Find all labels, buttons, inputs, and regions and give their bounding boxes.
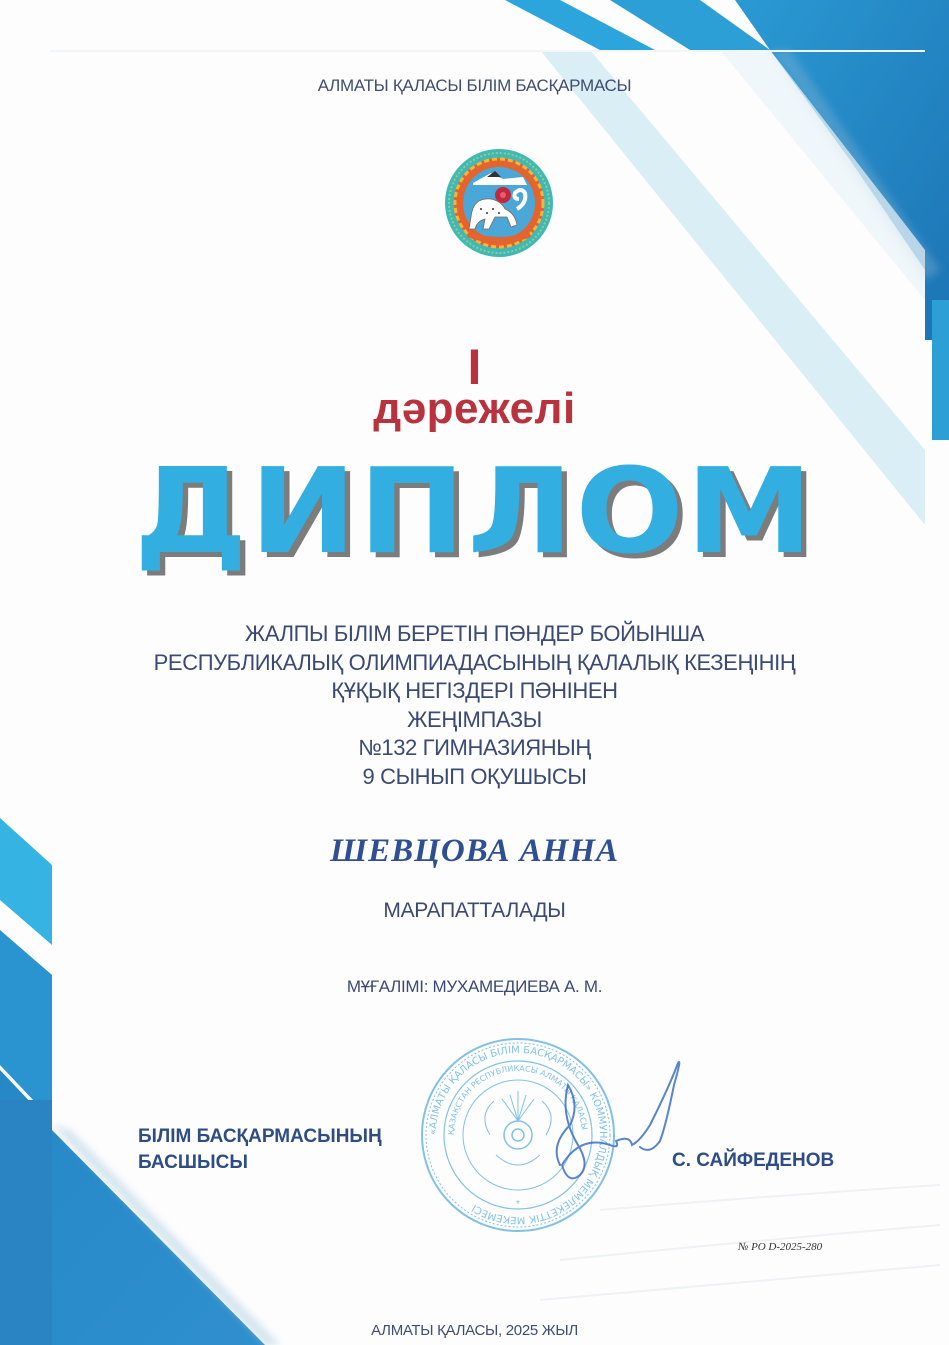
signatory-position-line1: БІЛІМ БАСҚАРМАСЫНЫҢ — [138, 1126, 382, 1147]
award-description — [0, 620, 949, 791]
document-number: № РО D-2025-280 — [738, 1241, 823, 1253]
diploma-title: ДИПЛОМ — [134, 442, 815, 580]
issuer-title: АЛМАТЫ ҚАЛАСЫ БІЛІМ БАСҚАРМАСЫ — [317, 76, 632, 95]
description-line: ҚҰҚЫҚ НЕГІЗДЕРІ ПӘНІНЕН — [331, 678, 618, 703]
city-emblem-icon — [443, 147, 555, 259]
teacher-name: МҰҒАЛІМІ: МУХАМЕДИЕВА А. М. — [346, 977, 603, 996]
svg-text:*: * — [516, 1199, 520, 1210]
description-line: №132 ГИМНАЗИЯНЫҢ — [358, 735, 591, 760]
degree-label: дәрежелі — [373, 384, 576, 433]
recipient-name: ШЕВЦОВА АННА — [329, 833, 620, 869]
signatory-position-line2: БАСШЫСЫ — [138, 1152, 248, 1173]
degree-number: I — [467, 339, 482, 395]
signatory-name: С. САЙФЕДЕНОВ — [672, 1150, 835, 1171]
description-line: ЖАЛПЫ БІЛІМ БЕРЕТІН ПӘНДЕР БОЙЫНША — [244, 621, 705, 646]
description-line: РЕСПУБЛИКАЛЫҚ ОЛИМПИАДАСЫНЫҢ ҚАЛАЛЫҚ КЕЗЕҢІНІҢ — [153, 649, 796, 675]
awarded-label: МАРАПАТТАЛАДЫ — [383, 899, 566, 922]
handwritten-signature — [520, 1045, 700, 1195]
stamp-inner-text: ҚАЗАҚСТАН РЕСПУБЛИКАСЫ АЛМАТЫ ҚАЛАСЫ — [446, 1063, 589, 1136]
description-line: ЖЕҢІМПАЗЫ — [407, 706, 542, 732]
signatory-position — [138, 1124, 382, 1176]
stamp-outer-text: «АЛМАТЫ ҚАЛАСЫ БІЛІМ БАСҚАРМАСЫ» КОММУНАЛДЫҚ МЕМЛЕКЕТТІК МЕКЕМЕСІ — [427, 1044, 609, 1226]
description-line: 9 СЫНЫП ОҚУШЫСЫ — [362, 763, 587, 789]
footer-place-year: АЛМАТЫ ҚАЛАСЫ, 2025 ЖЫЛ — [371, 1322, 578, 1339]
